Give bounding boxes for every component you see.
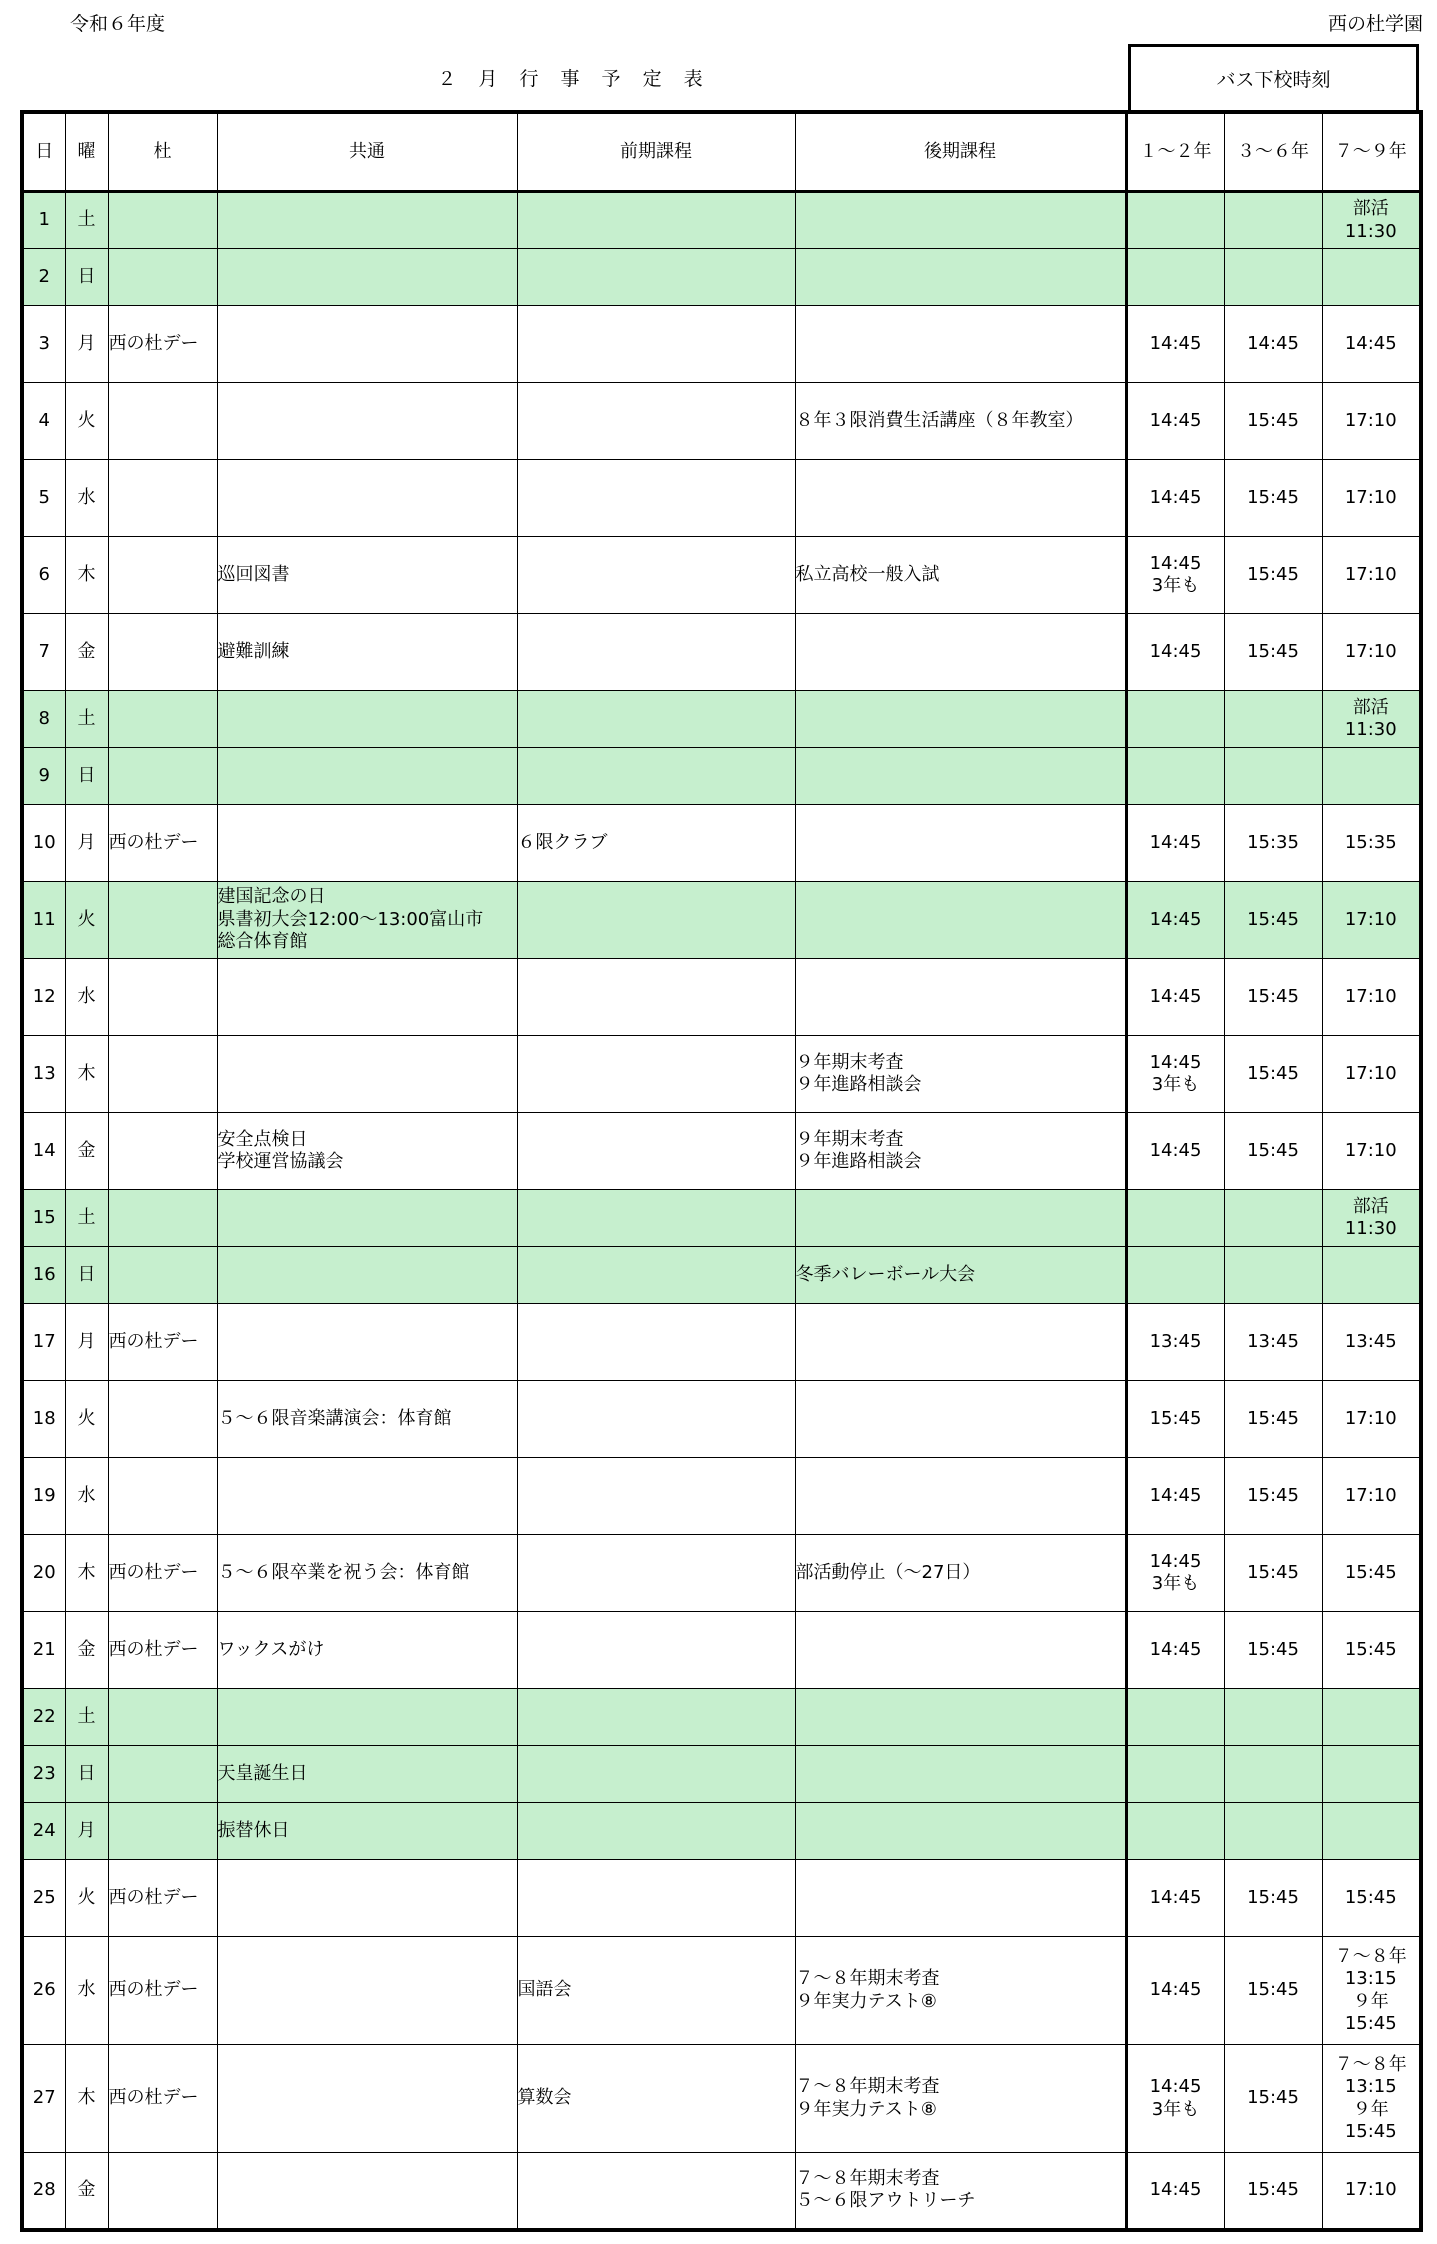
cell-bus-g36: 15:45: [1224, 1036, 1322, 1113]
cell-dow: 水: [65, 959, 108, 1036]
table-header-row: [22, 112, 1421, 192]
cell-early: [517, 614, 795, 691]
cell-mori: 西の杜デー: [108, 1612, 217, 1689]
cell-early: [517, 1304, 795, 1381]
cell-early: [517, 192, 795, 249]
cell-bus-g36: [1224, 249, 1322, 306]
fiscal-year-label: 令和６年度: [70, 13, 166, 35]
cell-common: [217, 383, 517, 460]
cell-day: 28: [22, 2153, 65, 2230]
cell-mori: [108, 460, 217, 537]
cell-common: 振替休日: [217, 1803, 517, 1860]
cell-dow: 月: [65, 306, 108, 383]
table-row: [22, 383, 1421, 460]
table-row: [22, 691, 1421, 748]
cell-dow: 火: [65, 882, 108, 959]
cell-mori: [108, 192, 217, 249]
table-row: [22, 1190, 1421, 1247]
cell-bus-g12: 13:45: [1126, 1304, 1224, 1381]
table-row: [22, 192, 1421, 249]
cell-bus-g12: 14:45 3年も: [1126, 2045, 1224, 2153]
cell-bus-g36: 15:45: [1224, 537, 1322, 614]
table-row: [22, 805, 1421, 882]
cell-early: [517, 1036, 795, 1113]
cell-bus-g79: 17:10: [1322, 1458, 1421, 1535]
cell-dow: 月: [65, 805, 108, 882]
cell-late: 冬季バレーボール大会: [795, 1247, 1126, 1304]
cell-early: [517, 1535, 795, 1612]
cell-mori: [108, 2153, 217, 2230]
cell-bus-g79: 15:45: [1322, 1860, 1421, 1937]
table-row: [22, 1247, 1421, 1304]
cell-bus-g36: 15:45: [1224, 2153, 1322, 2230]
cell-dow: 金: [65, 1113, 108, 1190]
cell-bus-g12: 14:45: [1126, 2153, 1224, 2230]
table-row: [22, 1746, 1421, 1803]
cell-common: [217, 1937, 517, 2045]
cell-day: 11: [22, 882, 65, 959]
cell-late: [795, 614, 1126, 691]
cell-day: 19: [22, 1458, 65, 1535]
cell-day: 9: [22, 748, 65, 805]
cell-day: 10: [22, 805, 65, 882]
cell-dow: 金: [65, 1612, 108, 1689]
cell-late: [795, 1803, 1126, 1860]
cell-day: 15: [22, 1190, 65, 1247]
cell-mori: [108, 691, 217, 748]
cell-late: [795, 1190, 1126, 1247]
cell-early: [517, 1190, 795, 1247]
cell-bus-g79: 15:35: [1322, 805, 1421, 882]
cell-bus-g12: 14:45: [1126, 306, 1224, 383]
table-row: [22, 1535, 1421, 1612]
cell-bus-g79: [1322, 1247, 1421, 1304]
cell-common: 建国記念の日 県書初大会12:00～13:00富山市 総合体育館: [217, 882, 517, 959]
cell-mori: [108, 748, 217, 805]
cell-dow: 木: [65, 2045, 108, 2153]
cell-mori: [108, 383, 217, 460]
cell-common: 避難訓練: [217, 614, 517, 691]
cell-day: 8: [22, 691, 65, 748]
cell-dow: 月: [65, 1304, 108, 1381]
cell-dow: 金: [65, 2153, 108, 2230]
cell-bus-g36: 15:35: [1224, 805, 1322, 882]
cell-bus-g79: 17:10: [1322, 882, 1421, 959]
col-header-late: 後期課程: [795, 112, 1126, 192]
cell-bus-g79: 部活 11:30: [1322, 192, 1421, 249]
cell-late: [795, 805, 1126, 882]
table-row: [22, 537, 1421, 614]
cell-mori: [108, 1036, 217, 1113]
cell-bus-g36: 15:45: [1224, 460, 1322, 537]
cell-day: 20: [22, 1535, 65, 1612]
cell-early: [517, 1612, 795, 1689]
cell-bus-g12: 14:45: [1126, 614, 1224, 691]
cell-bus-g79: 部活 11:30: [1322, 691, 1421, 748]
cell-bus-g36: [1224, 192, 1322, 249]
cell-dow: 木: [65, 537, 108, 614]
cell-late: [795, 1458, 1126, 1535]
cell-mori: [108, 1247, 217, 1304]
cell-common: [217, 748, 517, 805]
cell-day: 1: [22, 192, 65, 249]
cell-bus-g12: 14:45: [1126, 460, 1224, 537]
cell-bus-g36: [1224, 1190, 1322, 1247]
cell-early: [517, 959, 795, 1036]
table-row: [22, 1937, 1421, 2045]
table-row: [22, 1803, 1421, 1860]
cell-early: 算数会: [517, 2045, 795, 2153]
cell-common: [217, 2045, 517, 2153]
cell-bus-g79: 14:45: [1322, 306, 1421, 383]
cell-bus-g12: [1126, 1247, 1224, 1304]
cell-bus-g12: 14:45: [1126, 1860, 1224, 1937]
cell-early: [517, 1803, 795, 1860]
cell-bus-g79: 17:10: [1322, 959, 1421, 1036]
cell-day: 13: [22, 1036, 65, 1113]
bus-times-header: バス下校時刻: [1128, 44, 1419, 110]
cell-bus-g79: 15:45: [1322, 1535, 1421, 1612]
col-header-g79: ７～９年: [1322, 112, 1421, 192]
cell-dow: 日: [65, 748, 108, 805]
cell-late: [795, 882, 1126, 959]
cell-mori: [108, 1190, 217, 1247]
cell-day: 16: [22, 1247, 65, 1304]
cell-day: 24: [22, 1803, 65, 1860]
cell-common: [217, 2153, 517, 2230]
cell-mori: [108, 1458, 217, 1535]
cell-bus-g36: [1224, 1803, 1322, 1860]
cell-early: [517, 460, 795, 537]
table-row: [22, 460, 1421, 537]
cell-bus-g79: 13:45: [1322, 1304, 1421, 1381]
cell-late: [795, 1304, 1126, 1381]
cell-bus-g12: [1126, 1803, 1224, 1860]
cell-bus-g36: 15:45: [1224, 959, 1322, 1036]
cell-common: ５～６限卒業を祝う会：体育館: [217, 1535, 517, 1612]
cell-bus-g79: [1322, 1689, 1421, 1746]
cell-bus-g12: 14:45: [1126, 383, 1224, 460]
cell-bus-g12: 14:45: [1126, 805, 1224, 882]
cell-bus-g36: 15:45: [1224, 1381, 1322, 1458]
cell-mori: [108, 1113, 217, 1190]
cell-bus-g12: 14:45: [1126, 959, 1224, 1036]
cell-common: [217, 460, 517, 537]
cell-early: [517, 1113, 795, 1190]
cell-common: [217, 192, 517, 249]
cell-bus-g12: 14:45: [1126, 882, 1224, 959]
col-header-mori: 杜: [108, 112, 217, 192]
cell-late: [795, 1612, 1126, 1689]
cell-common: [217, 805, 517, 882]
cell-early: [517, 1689, 795, 1746]
cell-common: 巡回図書: [217, 537, 517, 614]
cell-bus-g79: [1322, 1746, 1421, 1803]
cell-dow: 火: [65, 1381, 108, 1458]
cell-bus-g79: [1322, 1803, 1421, 1860]
cell-day: 6: [22, 537, 65, 614]
cell-common: [217, 306, 517, 383]
cell-day: 21: [22, 1612, 65, 1689]
cell-day: 25: [22, 1860, 65, 1937]
table-row: [22, 1036, 1421, 1113]
cell-bus-g79: 17:10: [1322, 1113, 1421, 1190]
cell-dow: 日: [65, 1746, 108, 1803]
cell-common: [217, 249, 517, 306]
cell-late: [795, 1689, 1126, 1746]
table-row: [22, 748, 1421, 805]
table-row: [22, 1689, 1421, 1746]
cell-day: 26: [22, 1937, 65, 2045]
col-header-early: 前期課程: [517, 112, 795, 192]
cell-mori: [108, 1746, 217, 1803]
table-row: [22, 1381, 1421, 1458]
cell-bus-g79: 部活 11:30: [1322, 1190, 1421, 1247]
cell-common: [217, 691, 517, 748]
cell-mori: [108, 614, 217, 691]
cell-mori: 西の杜デー: [108, 1937, 217, 2045]
cell-bus-g36: 15:45: [1224, 614, 1322, 691]
cell-late: ７～８年期末考査 ９年実力テスト⑧: [795, 1937, 1126, 2045]
cell-bus-g79: [1322, 748, 1421, 805]
cell-mori: [108, 1803, 217, 1860]
cell-early: [517, 1381, 795, 1458]
cell-bus-g79: ７～８年 13:15 ９年 15:45: [1322, 2045, 1421, 2153]
cell-bus-g12: [1126, 1746, 1224, 1803]
cell-common: ５～６限音楽講演会：体育館: [217, 1381, 517, 1458]
table-row: [22, 882, 1421, 959]
cell-bus-g36: 15:45: [1224, 1860, 1322, 1937]
cell-mori: 西の杜デー: [108, 2045, 217, 2153]
cell-common: 安全点検日 学校運営協議会: [217, 1113, 517, 1190]
cell-late: ８年３限消費生活講座（８年教室）: [795, 383, 1126, 460]
cell-day: 17: [22, 1304, 65, 1381]
cell-bus-g36: 15:45: [1224, 1113, 1322, 1190]
cell-early: [517, 882, 795, 959]
cell-late: [795, 691, 1126, 748]
cell-bus-g36: 14:45: [1224, 306, 1322, 383]
cell-dow: 土: [65, 691, 108, 748]
cell-early: [517, 537, 795, 614]
cell-bus-g36: [1224, 1746, 1322, 1803]
table-row: [22, 1113, 1421, 1190]
cell-early: 国語会: [517, 1937, 795, 2045]
cell-dow: 水: [65, 460, 108, 537]
cell-bus-g36: [1224, 748, 1322, 805]
table-row: [22, 1458, 1421, 1535]
cell-dow: 水: [65, 1937, 108, 2045]
cell-day: 2: [22, 249, 65, 306]
cell-mori: [108, 537, 217, 614]
cell-early: [517, 2153, 795, 2230]
cell-early: [517, 306, 795, 383]
cell-day: 18: [22, 1381, 65, 1458]
cell-bus-g12: [1126, 691, 1224, 748]
cell-late: ９年期末考査 ９年進路相談会: [795, 1036, 1126, 1113]
cell-bus-g36: 15:45: [1224, 1535, 1322, 1612]
cell-day: 7: [22, 614, 65, 691]
cell-bus-g36: 15:45: [1224, 1612, 1322, 1689]
cell-late: [795, 306, 1126, 383]
cell-late: [795, 748, 1126, 805]
cell-late: ９年期末考査 ９年進路相談会: [795, 1113, 1126, 1190]
cell-common: [217, 1458, 517, 1535]
cell-mori: [108, 249, 217, 306]
cell-bus-g79: 17:10: [1322, 1036, 1421, 1113]
cell-bus-g12: 14:45: [1126, 1458, 1224, 1535]
cell-dow: 火: [65, 1860, 108, 1937]
cell-early: [517, 383, 795, 460]
cell-day: 14: [22, 1113, 65, 1190]
cell-bus-g79: 17:10: [1322, 537, 1421, 614]
cell-mori: 西の杜デー: [108, 1860, 217, 1937]
cell-bus-g12: 14:45: [1126, 1937, 1224, 2045]
cell-late: [795, 959, 1126, 1036]
cell-bus-g36: 15:45: [1224, 1937, 1322, 2045]
cell-dow: 土: [65, 1190, 108, 1247]
col-header-g36: ３～６年: [1224, 112, 1322, 192]
cell-late: [795, 249, 1126, 306]
cell-early: [517, 1860, 795, 1937]
cell-common: [217, 1860, 517, 1937]
cell-early: [517, 691, 795, 748]
school-name: 西の杜学園: [1327, 13, 1423, 35]
cell-bus-g79: 17:10: [1322, 614, 1421, 691]
cell-bus-g79: ７～８年 13:15 ９年 15:45: [1322, 1937, 1421, 2045]
cell-day: 4: [22, 383, 65, 460]
cell-bus-g12: 14:45 3年も: [1126, 537, 1224, 614]
cell-late: ７～８年期末考査 ５～６限アウトリーチ: [795, 2153, 1126, 2230]
cell-bus-g36: [1224, 1247, 1322, 1304]
cell-common: [217, 1689, 517, 1746]
table-row: [22, 614, 1421, 691]
cell-bus-g36: [1224, 691, 1322, 748]
cell-dow: 金: [65, 614, 108, 691]
cell-bus-g12: 14:45: [1126, 1612, 1224, 1689]
cell-bus-g79: 15:45: [1322, 1612, 1421, 1689]
cell-late: [795, 1860, 1126, 1937]
cell-bus-g12: [1126, 1190, 1224, 1247]
cell-mori: [108, 1689, 217, 1746]
col-header-dow: 曜: [65, 112, 108, 192]
cell-early: [517, 249, 795, 306]
cell-dow: 日: [65, 249, 108, 306]
table-row: [22, 1612, 1421, 1689]
col-header-common: 共通: [217, 112, 517, 192]
cell-mori: 西の杜デー: [108, 306, 217, 383]
cell-day: 23: [22, 1746, 65, 1803]
cell-early: ６限クラブ: [517, 805, 795, 882]
cell-late: [795, 460, 1126, 537]
cell-bus-g79: 17:10: [1322, 2153, 1421, 2230]
cell-late: [795, 1381, 1126, 1458]
cell-dow: 水: [65, 1458, 108, 1535]
cell-common: ワックスがけ: [217, 1612, 517, 1689]
cell-bus-g12: [1126, 249, 1224, 306]
cell-early: [517, 748, 795, 805]
cell-bus-g79: 17:10: [1322, 460, 1421, 537]
cell-early: [517, 1746, 795, 1803]
cell-dow: 土: [65, 192, 108, 249]
cell-bus-g36: 15:45: [1224, 383, 1322, 460]
cell-late: 私立高校一般入試: [795, 537, 1126, 614]
schedule-table: [20, 110, 1423, 2232]
cell-common: [217, 1036, 517, 1113]
table-row: [22, 1860, 1421, 1937]
cell-day: 22: [22, 1689, 65, 1746]
cell-early: [517, 1458, 795, 1535]
cell-bus-g36: 15:45: [1224, 2045, 1322, 2153]
cell-day: 27: [22, 2045, 65, 2153]
cell-late: ７～８年期末考査 ９年実力テスト⑧: [795, 2045, 1126, 2153]
cell-bus-g12: 14:45: [1126, 1113, 1224, 1190]
cell-mori: 西の杜デー: [108, 805, 217, 882]
cell-dow: 土: [65, 1689, 108, 1746]
cell-bus-g12: 14:45 3年も: [1126, 1535, 1224, 1612]
schedule-body: [22, 192, 1421, 2230]
col-header-day: 日: [22, 112, 65, 192]
page-title: ２ 月 行 事 予 定 表: [437, 68, 711, 90]
cell-bus-g12: [1126, 192, 1224, 249]
cell-day: 3: [22, 306, 65, 383]
table-row: [22, 2045, 1421, 2153]
cell-late: 部活動停止（～27日）: [795, 1535, 1126, 1612]
col-header-g12: １～２年: [1126, 112, 1224, 192]
table-row: [22, 959, 1421, 1036]
cell-bus-g12: 15:45: [1126, 1381, 1224, 1458]
cell-bus-g36: 13:45: [1224, 1304, 1322, 1381]
table-row: [22, 306, 1421, 383]
table-row: [22, 2153, 1421, 2230]
cell-bus-g12: [1126, 748, 1224, 805]
cell-bus-g12: 14:45 3年も: [1126, 1036, 1224, 1113]
cell-day: 12: [22, 959, 65, 1036]
cell-bus-g79: [1322, 249, 1421, 306]
cell-mori: 西の杜デー: [108, 1535, 217, 1612]
cell-mori: 西の杜デー: [108, 1304, 217, 1381]
cell-dow: 木: [65, 1036, 108, 1113]
cell-common: [217, 1247, 517, 1304]
cell-mori: [108, 1381, 217, 1458]
cell-dow: 木: [65, 1535, 108, 1612]
cell-dow: 月: [65, 1803, 108, 1860]
cell-late: [795, 1746, 1126, 1803]
cell-common: 天皇誕生日: [217, 1746, 517, 1803]
cell-mori: [108, 959, 217, 1036]
cell-dow: 日: [65, 1247, 108, 1304]
cell-common: [217, 959, 517, 1036]
cell-bus-g79: 17:10: [1322, 383, 1421, 460]
cell-bus-g79: 17:10: [1322, 1381, 1421, 1458]
cell-late: [795, 192, 1126, 249]
cell-early: [517, 1247, 795, 1304]
cell-bus-g36: [1224, 1689, 1322, 1746]
cell-bus-g12: [1126, 1689, 1224, 1746]
table-row: [22, 1304, 1421, 1381]
table-row: [22, 249, 1421, 306]
cell-mori: [108, 882, 217, 959]
cell-common: [217, 1190, 517, 1247]
cell-bus-g36: 15:45: [1224, 882, 1322, 959]
cell-dow: 火: [65, 383, 108, 460]
cell-day: 5: [22, 460, 65, 537]
cell-bus-g36: 15:45: [1224, 1458, 1322, 1535]
cell-common: [217, 1304, 517, 1381]
